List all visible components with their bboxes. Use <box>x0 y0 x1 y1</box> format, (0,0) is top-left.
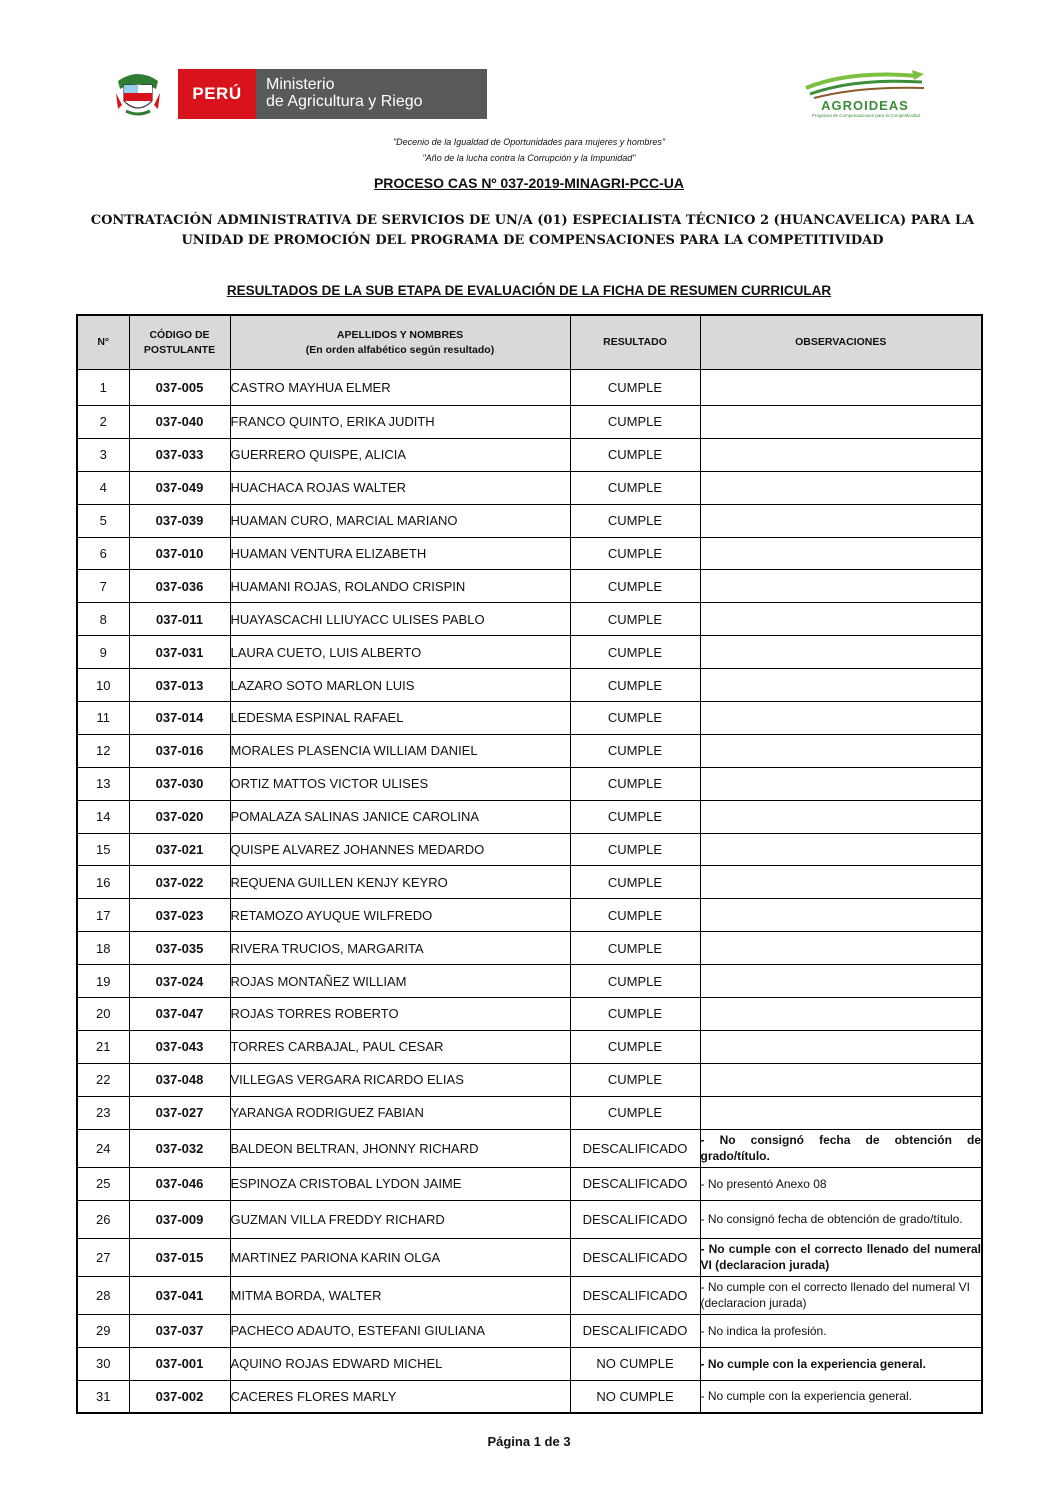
cell-code: 037-039 <box>129 504 230 537</box>
cell-observation <box>700 370 982 406</box>
cell-observation <box>700 1063 982 1096</box>
cell-num: 8 <box>77 603 129 636</box>
cell-result: NO CUMPLE <box>570 1380 700 1413</box>
cell-result: CUMPLE <box>570 1030 700 1063</box>
cell-num: 18 <box>77 932 129 965</box>
table-row <box>77 1238 982 1276</box>
cell-num: 3 <box>77 438 129 471</box>
cell-name: BALDEON BELTRAN, JHONNY RICHARD <box>230 1129 570 1167</box>
cell-num: 27 <box>77 1238 129 1276</box>
table-row <box>77 833 982 866</box>
cell-observation: - No indica la profesión. <box>700 1314 982 1347</box>
header-code <box>129 315 230 370</box>
cell-code: 037-043 <box>129 1030 230 1063</box>
cell-name: CASTRO MAYHUA ELMER <box>230 370 570 406</box>
cell-result: CUMPLE <box>570 406 700 439</box>
cell-code: 037-020 <box>129 800 230 833</box>
agroideas-label: AGROIDEAS <box>821 98 909 113</box>
cell-name: HUAMANI ROJAS, ROLANDO CRISPIN <box>230 570 570 603</box>
peru-label: PERÚ <box>178 69 256 119</box>
cell-observation: - No cumple con la experiencia general. <box>700 1347 982 1380</box>
cell-num: 1 <box>77 370 129 406</box>
cell-result: CUMPLE <box>570 370 700 406</box>
cell-num: 29 <box>77 1314 129 1347</box>
cell-code: 037-021 <box>129 833 230 866</box>
cell-code: 037-036 <box>129 570 230 603</box>
cell-name: POMALAZA SALINAS JANICE CAROLINA <box>230 800 570 833</box>
cell-num: 26 <box>77 1200 129 1238</box>
cell-name: RETAMOZO AYUQUE WILFREDO <box>230 899 570 932</box>
cell-num: 4 <box>77 471 129 504</box>
proceso-title: PROCESO CAS Nº 037-2019-MINAGRI-PCC-UA <box>373 175 685 191</box>
cell-num: 9 <box>77 636 129 669</box>
cell-code: 037-013 <box>129 669 230 702</box>
cell-num: 7 <box>77 570 129 603</box>
cell-num: 31 <box>77 1380 129 1413</box>
cell-num: 14 <box>77 800 129 833</box>
cell-num: 13 <box>77 767 129 800</box>
cell-name: TORRES CARBAJAL, PAUL CESAR <box>230 1030 570 1063</box>
table-row <box>77 965 982 998</box>
cell-name: CACERES FLORES MARLY <box>230 1380 570 1413</box>
table-row <box>77 1063 982 1096</box>
cell-result: CUMPLE <box>570 537 700 570</box>
agroideas-swoosh-icon <box>800 70 930 100</box>
table-row <box>77 734 982 767</box>
header-result: RESULTADO <box>570 315 700 370</box>
cell-observation <box>700 998 982 1031</box>
cell-observation <box>700 603 982 636</box>
cell-num: 24 <box>77 1129 129 1167</box>
cell-code: 037-049 <box>129 471 230 504</box>
cell-result: CUMPLE <box>570 504 700 537</box>
cell-observation <box>700 734 982 767</box>
minagri-logo <box>112 69 487 121</box>
cell-result: CUMPLE <box>570 767 700 800</box>
cell-num: 30 <box>77 1347 129 1380</box>
cell-code: 037-035 <box>129 932 230 965</box>
cell-code: 037-009 <box>129 1200 230 1238</box>
cell-name: AQUINO ROJAS EDWARD MICHEL <box>230 1347 570 1380</box>
table-row <box>77 702 982 735</box>
contratacion-title <box>60 211 1005 251</box>
cell-name: REQUENA GUILLEN KENJY KEYRO <box>230 866 570 899</box>
cell-result: CUMPLE <box>570 734 700 767</box>
cell-name: HUACHACA ROJAS WALTER <box>230 471 570 504</box>
cell-name: HUAMAN CURO, MARCIAL MARIANO <box>230 504 570 537</box>
cell-name: YARANGA RODRIGUEZ FABIAN <box>230 1096 570 1129</box>
cell-name: ROJAS MONTAÑEZ WILLIAM <box>230 965 570 998</box>
cell-observation <box>700 504 982 537</box>
cell-name: MITMA BORDA, WALTER <box>230 1276 570 1314</box>
cell-observation <box>700 1030 982 1063</box>
cell-name: LAURA CUETO, LUIS ALBERTO <box>230 636 570 669</box>
cell-num: 15 <box>77 833 129 866</box>
cell-result: CUMPLE <box>570 1096 700 1129</box>
cell-result: CUMPLE <box>570 669 700 702</box>
cell-name: MARTINEZ PARIONA KARIN OLGA <box>230 1238 570 1276</box>
cell-code: 037-046 <box>129 1167 230 1200</box>
table-body <box>77 370 982 1414</box>
ministry-line2: de Agricultura y Riego <box>266 93 423 110</box>
table-row <box>77 370 982 406</box>
cell-code: 037-033 <box>129 438 230 471</box>
header-name-line1: APELLIDOS Y NOMBRES <box>336 328 464 341</box>
cell-result: CUMPLE <box>570 702 700 735</box>
table-row <box>77 899 982 932</box>
cell-code: 037-015 <box>129 1238 230 1276</box>
ministry-line1: Ministerio <box>266 76 335 93</box>
cell-observation: - No cumple con el correcto llenado del numeral VI (declaracion jurada) <box>700 1238 982 1276</box>
cell-num: 28 <box>77 1276 129 1314</box>
table-row <box>77 570 982 603</box>
cell-code: 037-002 <box>129 1380 230 1413</box>
agroideas-tagline: Programa de Compensaciones para la Competitividad <box>811 113 921 118</box>
cell-name: HUAMAN VENTURA ELIZABETH <box>230 537 570 570</box>
cell-result: CUMPLE <box>570 603 700 636</box>
cell-result: DESCALIFICADO <box>570 1314 700 1347</box>
ministry-label <box>256 69 487 119</box>
table-row <box>77 471 982 504</box>
cell-name: ORTIZ MATTOS VICTOR ULISES <box>230 767 570 800</box>
header-code-line2: POSTULANTE <box>143 343 216 356</box>
cell-code: 037-031 <box>129 636 230 669</box>
cell-code: 037-048 <box>129 1063 230 1096</box>
contratacion-line-1: CONTRATACIÓN ADMINISTRATIVA DE SERVICIOS DE UN/A (01) ESPECIALISTA TÉCNICO 2 (HUANCAVELICA) PARA LA <box>90 213 975 228</box>
table-header-row <box>77 315 982 370</box>
cell-code: 037-024 <box>129 965 230 998</box>
cell-observation <box>700 965 982 998</box>
cell-name: LEDESMA ESPINAL RAFAEL <box>230 702 570 735</box>
cell-name: HUAYASCACHI LLIUYACC ULISES PABLO <box>230 603 570 636</box>
cell-name: QUISPE ALVAREZ JOHANNES MEDARDO <box>230 833 570 866</box>
cell-result: DESCALIFICADO <box>570 1238 700 1276</box>
cell-observation <box>700 669 982 702</box>
cell-observation <box>700 899 982 932</box>
table-row <box>77 1380 982 1413</box>
cell-name: ESPINOZA CRISTOBAL LYDON JAIME <box>230 1167 570 1200</box>
table-row <box>77 1096 982 1129</box>
cell-num: 10 <box>77 669 129 702</box>
cell-observation: - No cumple con la experiencia general. <box>700 1380 982 1413</box>
cell-observation <box>700 406 982 439</box>
contratacion-line-2: UNIDAD DE PROMOCIÓN DEL PROGRAMA DE COMPENSACIONES PARA LA COMPETITIVIDAD <box>181 233 884 248</box>
header-code-line1: CÓDIGO DE <box>149 328 210 341</box>
cell-result: DESCALIFICADO <box>570 1276 700 1314</box>
cell-num: 25 <box>77 1167 129 1200</box>
header-obs: OBSERVACIONES <box>700 315 982 370</box>
cell-num: 6 <box>77 537 129 570</box>
cell-observation <box>700 537 982 570</box>
cell-code: 037-016 <box>129 734 230 767</box>
table-row <box>77 866 982 899</box>
cell-result: CUMPLE <box>570 998 700 1031</box>
table-row <box>77 998 982 1031</box>
table-row <box>77 1030 982 1063</box>
cell-name: MORALES PLASENCIA WILLIAM DANIEL <box>230 734 570 767</box>
cell-num: 11 <box>77 702 129 735</box>
cell-code: 037-011 <box>129 603 230 636</box>
cell-result: CUMPLE <box>570 965 700 998</box>
cell-observation <box>700 866 982 899</box>
table-row <box>77 932 982 965</box>
cell-num: 21 <box>77 1030 129 1063</box>
cell-name: PACHECO ADAUTO, ESTEFANI GIULIANA <box>230 1314 570 1347</box>
table-row <box>77 1276 982 1314</box>
cell-num: 12 <box>77 734 129 767</box>
table-row <box>77 767 982 800</box>
cell-observation: - No consignó fecha de obtención de grado/título. <box>700 1200 982 1238</box>
cell-num: 17 <box>77 899 129 932</box>
cell-num: 19 <box>77 965 129 998</box>
cell-result: CUMPLE <box>570 833 700 866</box>
cell-name: GUERRERO QUISPE, ALICIA <box>230 438 570 471</box>
cell-code: 037-014 <box>129 702 230 735</box>
cell-name: VILLEGAS VERGARA RICARDO ELIAS <box>230 1063 570 1096</box>
cell-name: FRANCO QUINTO, ERIKA JUDITH <box>230 406 570 439</box>
cell-result: CUMPLE <box>570 932 700 965</box>
cell-result: DESCALIFICADO <box>570 1167 700 1200</box>
table-row <box>77 1129 982 1167</box>
results-table <box>76 314 983 1414</box>
cell-result: CUMPLE <box>570 1063 700 1096</box>
decade-line-2: "Año de la lucha contra la Corrupción y la Impunidad" <box>422 153 636 163</box>
cell-code: 037-023 <box>129 899 230 932</box>
cell-result: CUMPLE <box>570 899 700 932</box>
cell-observation: - No consignó fecha de obtención de grado/título. <box>700 1129 982 1167</box>
cell-code: 037-027 <box>129 1096 230 1129</box>
cell-observation <box>700 438 982 471</box>
cell-num: 2 <box>77 406 129 439</box>
agroideas-logo <box>800 70 930 122</box>
table-row <box>77 438 982 471</box>
cell-result: CUMPLE <box>570 471 700 504</box>
header-name-line2: (En orden alfabético según resultado) <box>305 343 495 356</box>
cell-result: DESCALIFICADO <box>570 1129 700 1167</box>
table-row <box>77 406 982 439</box>
cell-observation <box>700 800 982 833</box>
page-number: Página 1 de 3 <box>487 1434 571 1449</box>
cell-code: 037-030 <box>129 767 230 800</box>
cell-num: 5 <box>77 504 129 537</box>
cell-num: 23 <box>77 1096 129 1129</box>
table-row <box>77 636 982 669</box>
cell-result: CUMPLE <box>570 866 700 899</box>
table-row <box>77 603 982 636</box>
cell-num: 22 <box>77 1063 129 1096</box>
cell-code: 037-041 <box>129 1276 230 1314</box>
cell-code: 037-010 <box>129 537 230 570</box>
cell-num: 16 <box>77 866 129 899</box>
table-row <box>77 800 982 833</box>
cell-observation <box>700 1096 982 1129</box>
cell-code: 037-037 <box>129 1314 230 1347</box>
cell-result: CUMPLE <box>570 570 700 603</box>
cell-result: CUMPLE <box>570 800 700 833</box>
table-row <box>77 1167 982 1200</box>
cell-code: 037-022 <box>129 866 230 899</box>
resultados-title: RESULTADOS DE LA SUB ETAPA DE EVALUACIÓN DE LA FICHA DE RESUMEN CURRICULAR <box>226 283 832 298</box>
table-row <box>77 669 982 702</box>
table-row <box>77 1347 982 1380</box>
table-row <box>77 504 982 537</box>
cell-observation <box>700 636 982 669</box>
cell-observation <box>700 932 982 965</box>
cell-observation <box>700 767 982 800</box>
cell-code: 037-005 <box>129 370 230 406</box>
cell-name: RIVERA TRUCIOS, MARGARITA <box>230 932 570 965</box>
header-num: N° <box>77 315 129 370</box>
cell-observation: - No cumple con el correcto llenado del numeral VI (declaracion jurada) <box>700 1276 982 1314</box>
cell-name: LAZARO SOTO MARLON LUIS <box>230 669 570 702</box>
table-row <box>77 537 982 570</box>
cell-observation: - No presentó Anexo 08 <box>700 1167 982 1200</box>
cell-code: 037-032 <box>129 1129 230 1167</box>
cell-num: 20 <box>77 998 129 1031</box>
table-row <box>77 1314 982 1347</box>
cell-result: CUMPLE <box>570 438 700 471</box>
header-name <box>230 315 570 370</box>
cell-observation <box>700 570 982 603</box>
cell-result: CUMPLE <box>570 636 700 669</box>
cell-name: GUZMAN VILLA FREDDY RICHARD <box>230 1200 570 1238</box>
peru-coat-of-arms-icon <box>112 69 164 119</box>
cell-observation <box>700 702 982 735</box>
cell-result: NO CUMPLE <box>570 1347 700 1380</box>
cell-code: 037-040 <box>129 406 230 439</box>
table-row <box>77 1200 982 1238</box>
cell-name: ROJAS TORRES ROBERTO <box>230 998 570 1031</box>
cell-code: 037-047 <box>129 998 230 1031</box>
cell-observation <box>700 833 982 866</box>
cell-observation <box>700 471 982 504</box>
decade-line-1: "Decenio de la Igualdad de Oportunidades para mujeres y hombres" <box>392 137 666 147</box>
cell-result: DESCALIFICADO <box>570 1200 700 1238</box>
cell-code: 037-001 <box>129 1347 230 1380</box>
